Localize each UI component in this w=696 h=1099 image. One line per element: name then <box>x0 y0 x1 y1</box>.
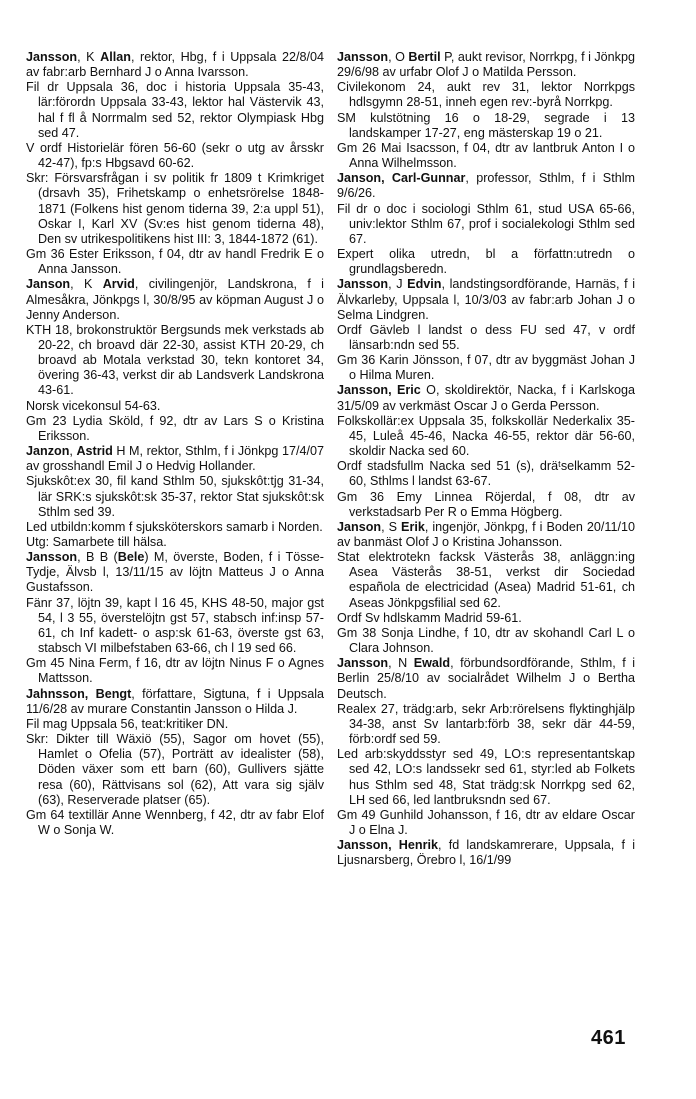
entry-surname: Janson <box>26 277 71 292</box>
entry-paragraph: Folkskollär:ex Uppsala 35, folkskollär Nederkalix 35-45, Luleå 45-46, Nacka 46-55, rektor där 56-60, skoldir Nacka sed 60. <box>337 413 635 459</box>
entry-given-name: Erik <box>401 519 425 534</box>
entry-description: , förbundsordförande, Sthlm, f i Berlin 25/8/10 av socialrådet Wilhelm J o Bertha Deutsch. <box>337 656 636 701</box>
entry-description: professor, Sthlm, f i Sthlm 9/6/26. <box>337 171 635 201</box>
entry-description: fd landskamrerare, Uppsala, f i Ljusnarsberg, Örebro l, 16/1/99 <box>337 838 635 868</box>
biography-entry <box>337 277 635 322</box>
entry-surname: Jansson, Eric <box>337 383 421 398</box>
biography-entry <box>26 687 324 717</box>
entry-paragraph: Led arb:skyddsstyr sed 49, LO:s representantskap sed 42, LO:s landssekr sed 61, styr:led ab Folkets hus Sthlm sed 48, Stat trädg:sk Norrkpg sed 62, LH sed 66, led lantbruksndn sed 67. <box>337 747 635 807</box>
entry-paragraph: Fil mag Uppsala 56, teat:kritiker DN. <box>26 716 229 731</box>
entry-paragraph: Gm 64 textillär Anne Wennberg, f 42, dtr av fabr Elof W o Sonja W. <box>26 807 324 837</box>
entry-surname: Jansson <box>26 550 78 565</box>
entry-paragraph: Gm 26 Mai Isacsson, f 04, dtr av lantbruk Anton I o Anna Wilhelmsson. <box>337 140 635 171</box>
entry-paragraph: Gm 45 Nina Ferm, f 16, dtr av löjtn Ninus F o Agnes Mattsson. <box>26 656 324 686</box>
entry-paragraph: Gm 38 Sonja Lindhe, f 10, dtr av skohandl Carl L o Clara Johnson. <box>337 625 635 656</box>
entry-description: , civilingenjör, Landskrona, f i Almesåkra, Jönkpgs l, 30/8/95 av köpman August J o Jenny Anderson. <box>26 277 324 322</box>
entry-paragraph: Skr: Försvarsfrågan i sv politik fr 1809 t Krimkriget (drsavh 35), Frihetskamp o enhetsrörelse 1848-1871 (Folkens hist genom tiderna 39, 2:a uppl 51), Oskar I, Karl XV (Sv:es hist genom tiderna 48), Den sv utrikespolitikens hist III: 3, 1844-1872 (61). <box>26 171 324 246</box>
entry-given-name: Astrid <box>76 444 113 459</box>
biography-entry <box>337 50 635 80</box>
entry-given-name: Edvin <box>407 277 442 292</box>
entry-paragraph: Ordf Sv hdlskamm Madrid 59-61. <box>337 610 522 625</box>
entry-paragraph: Gm 49 Gunhild Johansson, f 16, dtr av eldare Oscar J o Elna J. <box>337 807 635 837</box>
entry-surname: Jansson, Henrik <box>337 838 438 853</box>
entry-description: , landstingsordförande, Harnäs, f i Älvkarleby, Uppsala l, 10/3/03 av fabr:arb Johan J o Selma Lindgren. <box>337 277 636 322</box>
entry-paragraph: Ordf Gävleb l landst o dess FU sed 47, v ordf länsarb:ndn sed 55. <box>337 322 635 352</box>
entry-paragraph: KTH 18, brokonstruktör Bergsunds mek verkstads ab 20-22, ch broavd där 22-30, assist KTH 20-29, ch broavd ab Motala verkstad 30, tekn kontoret 34, övering 36-43, verkst dir ab Landsverk Landskrona 43-61. <box>26 322 324 398</box>
biography-entry <box>26 550 324 595</box>
entry-given-name: Bele <box>117 550 145 565</box>
entry-initials: , <box>465 171 477 186</box>
entry-surname: Janson <box>337 519 382 534</box>
entry-description: H M, rektor, Sthlm, f i Jönkpg 17/4/07 av grosshandl Emil J o Hedvig Hollander. <box>26 444 325 474</box>
entry-description: P, aukt revisor, Norrkpg, f i Jönkpg 29/6/98 av urfabr Olof J o Matilda Persson. <box>337 50 635 80</box>
entry-surname: Janzon <box>26 444 70 459</box>
entry-paragraph: Fänr 37, löjtn 39, kapt l 16 45, KHS 48-50, major gst 54, l 3 55, överstelöjtn gst 57, stabsch inf:insp 57-61, ch Inf kadett- o asp:sk 61-63, överste gst 63, stabsch VI milbefstaben 63-66, ch l 19 sed 66. <box>26 595 324 656</box>
entry-surname: Janson, Carl-Gunnar <box>337 171 466 186</box>
entry-paragraph: Norsk vicekonsul 54-63. <box>26 398 161 413</box>
biography-entry <box>337 383 635 413</box>
biography-entry <box>26 277 324 322</box>
entry-initials: , N <box>388 656 414 671</box>
entry-description: , rektor, Hbg, f i Uppsala 22/8/04 av fabr:arb Bernhard J o Anna Ivarsson. <box>26 50 324 80</box>
entry-paragraph: Civilekonom 24, aukt rev 31, lektor Norrkpgs hdlsgymn 28-51, inneh egen rev:-byrå Norrkpg. <box>337 80 635 110</box>
biography-entry <box>26 50 324 80</box>
entry-initials: , K <box>77 50 101 64</box>
entry-paragraph: V ordf Historielär fören 56-60 (sekr o utg av årsskr 42-47), fp:s Hbgsavd 60-62. <box>26 140 324 171</box>
entry-surname: Jansson <box>337 656 389 671</box>
biography-entry <box>337 656 635 701</box>
entry-paragraph: Realex 27, trädg:arb, sekr Arb:rörelsens flyktinghjälp 34-38, anst Sv lantarb:förb 38, sekr där 44-59, förb:ordf sed 59. <box>337 701 635 747</box>
entry-given-name: Ewald <box>413 656 451 671</box>
entry-description: , ingenjör, Jönkpg, f i Boden 20/11/10 av banmäst Olof J o Kristina Johansson. <box>337 519 636 549</box>
biography-entry <box>337 171 635 201</box>
entry-paragraph: Stat elektrotekn facksk Västerås 38, anläggn:ing Asea Västerås 38-51, verkst dir Sociedad española de electricidad (Asea) Madrid 51-61, ch Aseas Jönkpgsfilial sed 62. <box>337 550 635 610</box>
entry-initials: , K <box>70 277 103 292</box>
page-number: 461 <box>591 1027 626 1049</box>
entry-initials: , <box>69 444 77 459</box>
entry-surname: Jansson <box>337 277 389 292</box>
entry-surname: Jansson <box>337 50 389 64</box>
entry-description: författare, Sigtuna, f i Uppsala 11/6/28 av murare Constantin Jansson o Hilda J. <box>26 686 325 716</box>
biography-entry <box>337 520 635 550</box>
entry-given-name: Bertil <box>408 50 441 64</box>
entry-initials: , J <box>388 277 408 292</box>
entry-surname: Jansson <box>26 50 78 64</box>
entry-initials: , O <box>388 50 409 64</box>
entry-initials: , <box>131 686 143 701</box>
entry-paragraph: Fil dr o doc i sociologi Sthlm 61, stud USA 65-66, univ:lektor Sthlm 67, prof i socialekologi Sthlm sed 67. <box>337 201 635 246</box>
entry-surname: Jahnsson, Bengt <box>26 686 132 701</box>
entry-paragraph: Led utbildn:komm f sjuksköterskors samarb i Norden. <box>26 519 323 534</box>
entry-paragraph: Sjukskôt:ex 30, fil kand Sthlm 50, sjukskôt:tjg 31-34, lär SRK:s sjukskôt:sk 35-37, rektor Stat sjukskôt:sk Sthlm sed 39. <box>26 474 324 519</box>
entry-initials: , <box>438 838 449 853</box>
entry-paragraph: Gm 36 Emy Linnea Röjerdal, f 08, dtr av verkstadsarb Per R o Emma Högberg. <box>337 489 635 519</box>
entry-paragraph: Ordf stadsfullm Nacka sed 51 (s), dräᵗselkamm 52-60, Sthlms l landst 63-67. <box>337 459 635 489</box>
entry-given-name: Allan <box>100 50 131 64</box>
entry-description: ) M, överste, Boden, f i Tösse-Tydje, Älvsb l, 13/11/15 av löjtn Matteus J o Anna Gustafsson. <box>26 550 324 595</box>
entry-paragraph: Gm 36 Ester Eriksson, f 04, dtr av handl Fredrik E o Anna Jansson. <box>26 247 324 277</box>
biography-entry <box>26 444 324 474</box>
entry-paragraph: Gm 36 Karin Jönsson, f 07, dtr av byggmäst Johan J o Hilma Muren. <box>337 353 635 383</box>
entry-paragraph: SM kulstötning 16 o 18-29, segrade i 13 landskamper 17-27, eng mästerskap 19 o 21. <box>337 110 635 140</box>
biography-entry <box>337 838 635 868</box>
entry-initials: , B B ( <box>77 550 118 565</box>
entry-paragraph: Utg: Samarbete till hälsa. <box>26 535 167 549</box>
right-column <box>337 50 635 868</box>
entry-paragraph: Fil dr Uppsala 36, doc i historia Uppsala 35-43, lär:förordn Uppsala 33-43, lektor hal Västervik 43, hal f fl å Norrmalm sed 52, rektor Olympiask Hbg sed 47. <box>26 80 324 140</box>
entry-given-name: Arvid <box>102 277 135 292</box>
entry-description: O, skoldirektör, Nacka, f i Karlskoga 31/5/09 av verkmäst Oscar J o Gerda Persson. <box>337 383 635 413</box>
entry-paragraph: Expert olika utredn, bl a författn:utredn o grundlagsberedn. <box>337 247 635 277</box>
left-column <box>26 50 324 838</box>
entry-paragraph: Skr: Dikter till Wäxiö (55), Sagor om hovet (55), Hamlet o Ofelia (57), Porträtt av idealister (58), Döden växer som ett barn (60), Gullivers sjätte resa (60), Rättvisans sol (62), Att vara sig själv (63), Reserverade platser (65). <box>26 732 324 807</box>
entry-paragraph: Gm 23 Lydia Sköld, f 92, dtr av Lars S o Kristina Eriksson. <box>26 413 324 443</box>
entry-initials: , S <box>381 519 402 534</box>
